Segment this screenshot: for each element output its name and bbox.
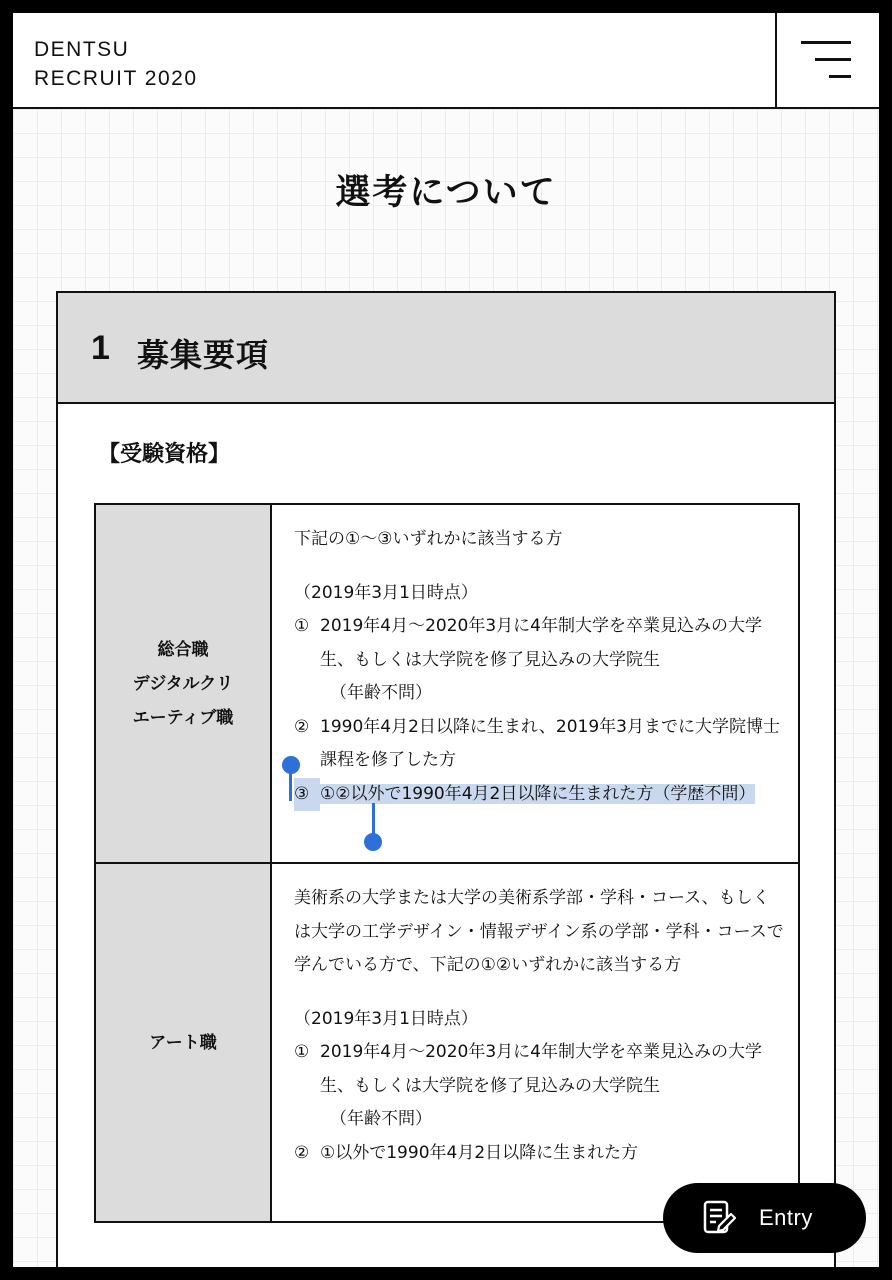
item-note: （年齢不問） (330, 683, 432, 703)
list-item-selected[interactable] (294, 778, 784, 812)
reference-date: （2019年3月1日時点） (294, 1008, 478, 1029)
table-row (95, 504, 799, 863)
reference-date: （2019年3月1日時点） (294, 582, 478, 603)
section-title: 募集要項 (137, 336, 270, 374)
intro-text: 下記の①〜③いずれかに該当する方 (294, 529, 563, 549)
list-item (294, 711, 784, 778)
row-label-art (95, 863, 271, 1222)
brand-logo[interactable] (34, 35, 198, 93)
item-text: 2019年4月〜2020年3月に4年制大学を卒業見込みの大学生、もしくは大学院を修了見込みの大学院生 (320, 616, 762, 670)
item-text: 1990年4月2日以降に生まれ、2019年3月までに大学院博士課程を修了した方 (320, 716, 780, 770)
page-title: 選考について (335, 173, 557, 213)
label-line: アート職 (149, 1032, 217, 1053)
section-header (58, 293, 834, 404)
qualification-table (94, 503, 800, 1223)
item-mark: ③ (294, 778, 320, 812)
list-item (294, 1137, 784, 1171)
document-edit-icon (702, 1200, 736, 1240)
list-item (294, 1036, 784, 1137)
selected-text[interactable]: ①②以外で1990年4月2日以降に生まれた方（学歴不問） (320, 783, 756, 804)
brand-line-1: DENTSU (34, 38, 130, 61)
row-content-general (271, 504, 799, 863)
item-mark: ② (294, 716, 310, 737)
label-line: 総合職 (157, 639, 209, 660)
section-number: 1 (91, 329, 110, 367)
page-frame (13, 13, 879, 1267)
item-text: 2019年4月〜2020年3月に4年制大学を卒業見込みの大学生、もしくは大学院を修了見込みの大学院生 (320, 1042, 762, 1096)
entry-button[interactable] (663, 1183, 866, 1253)
label-line: エーティブ職 (132, 707, 234, 728)
list-item (294, 610, 784, 711)
item-mark: ① (294, 616, 310, 636)
site-header (13, 13, 879, 109)
item-mark: ① (294, 1042, 310, 1062)
recruitment-section (56, 291, 836, 1267)
menu-button[interactable] (775, 13, 879, 107)
table-row (95, 863, 799, 1222)
item-mark: ② (294, 1142, 310, 1163)
item-note: （年齢不問） (330, 1109, 432, 1129)
entry-label: Entry (759, 1205, 813, 1230)
label-line: デジタルクリ (132, 673, 234, 694)
row-label-general (95, 504, 271, 863)
brand-line-2: RECRUIT 2020 (34, 67, 198, 90)
item-text: ①以外で1990年4月2日以降に生まれた方 (320, 1142, 639, 1163)
row-content-art (271, 863, 799, 1222)
intro-text: 美術系の大学または大学の美術系学部・学科・コース、もしくは大学の工学デザイン・情報デザイン系の学部・学科・コースで学んでいる方で、下記の①②いずれかに該当する方 (294, 888, 784, 975)
qualification-heading: 【受験資格】 (98, 442, 231, 467)
